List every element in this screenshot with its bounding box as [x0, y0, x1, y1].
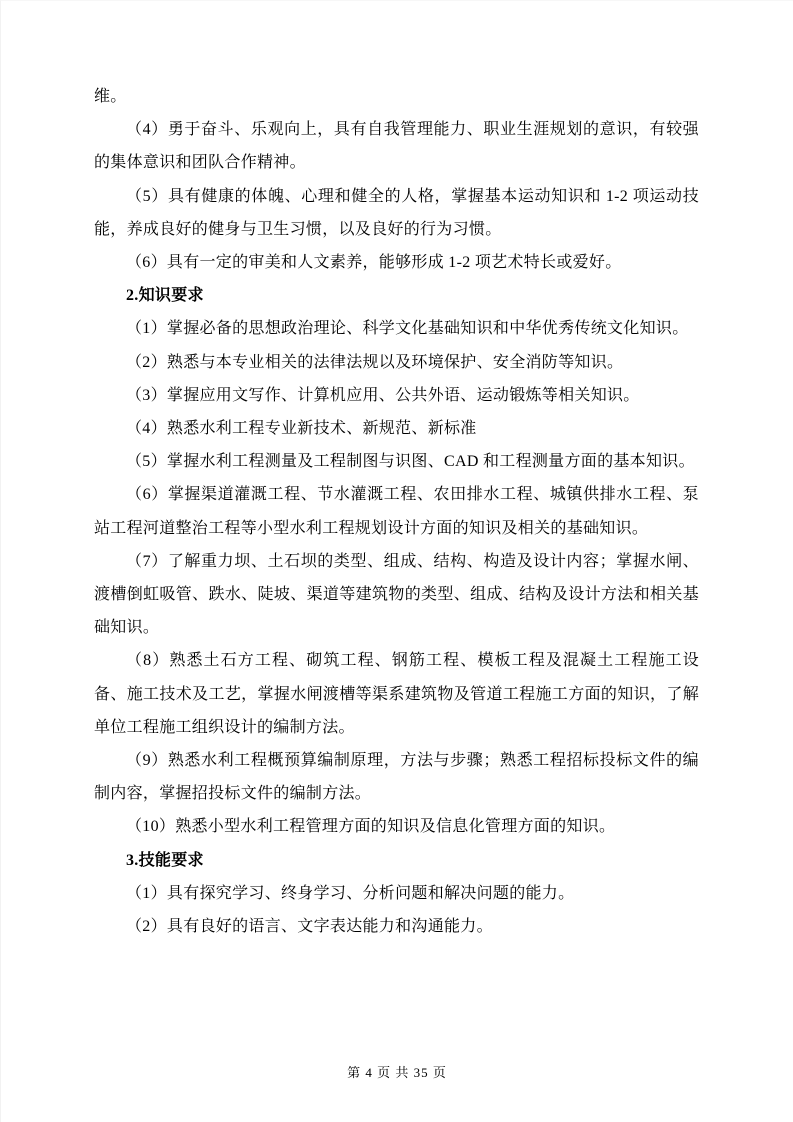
item-knowledge-1: （1）掌握必备的思想政治理论、科学文化基础知识和中华优秀传统文化知识。 — [126, 320, 689, 338]
heading-skill-requirements: 3.技能要求 — [126, 851, 204, 869]
heading-knowledge-requirements: 2.知识要求 — [126, 287, 204, 305]
page-footer — [1, 1063, 793, 1083]
item-skill-1: （1）具有探究学习、终身学习、分析问题和解决问题的能力。 — [126, 884, 575, 902]
item-knowledge-5: （5）掌握水利工程测量及工程制图与识图、CAD 和工程测量方面的基本知识。 — [126, 453, 695, 471]
item-knowledge-8: （8）熟悉土石方工程、砌筑工程、钢筋工程、模板工程及混凝土工程施工设备、施工技术及工艺，掌握水闸渡槽等渠系建筑物及管道工程施工方面的知识，了解单位工程施工组织设计的编制方法。 — [94, 652, 699, 736]
item-skill-2: （2）具有良好的语言、文字表达能力和沟通能力。 — [126, 918, 493, 936]
item-knowledge-10: （10）熟悉小型水利工程管理方面的知识及信息化管理方面的知识。 — [126, 818, 616, 836]
continuation-line: 维。 — [94, 88, 127, 105]
item-quality-4: （4）勇于奋斗、乐观向上，具有自我管理能力、职业生涯规划的意识，有较强的集体意识和团队合作精神。 — [94, 121, 699, 172]
item-quality-5: （5）具有健康的体魄、心理和健全的人格，掌握基本运动知识和 1-2 项运动技能，养成良好的健身与卫生习惯，以及良好的行为习惯。 — [94, 187, 699, 238]
item-knowledge-6: （6）掌握渠道灌溉工程、节水灌溉工程、农田排水工程、城镇供排水工程、泵站工程河道整治工程等小型水利工程规划设计方面的知识及相关的基础知识。 — [94, 486, 699, 537]
item-quality-6: （6）具有一定的审美和人文素养，能够形成 1-2 项艺术特长或爱好。 — [126, 254, 622, 272]
page-body-text — [94, 80, 699, 943]
item-knowledge-7: （7）了解重力坝、土石坝的类型、组成、结构、构造及设计内容；掌握水闸、渡槽倒虹吸管、跌水、陡坡、渠道等建筑物的类型、组成、结构及设计方法和相关基础知识。 — [94, 552, 699, 637]
item-knowledge-3: （3）掌握应用文写作、计算机应用、公共外语、运动锻炼等相关知识。 — [126, 386, 640, 404]
page-number-label: 第 4 页 共 35 页 — [347, 1065, 447, 1080]
item-knowledge-4: （4）熟悉水利工程专业新技术、新规范、新标准 — [126, 420, 477, 438]
item-knowledge-2: （2）熟悉与本专业相关的法律法规以及环境保护、安全消防等知识。 — [126, 353, 624, 371]
item-knowledge-9: （9）熟悉水利工程概预算编制原理，方法与步骤；熟悉工程招标投标文件的编制内容，掌握招投标文件的编制方法。 — [94, 752, 699, 803]
